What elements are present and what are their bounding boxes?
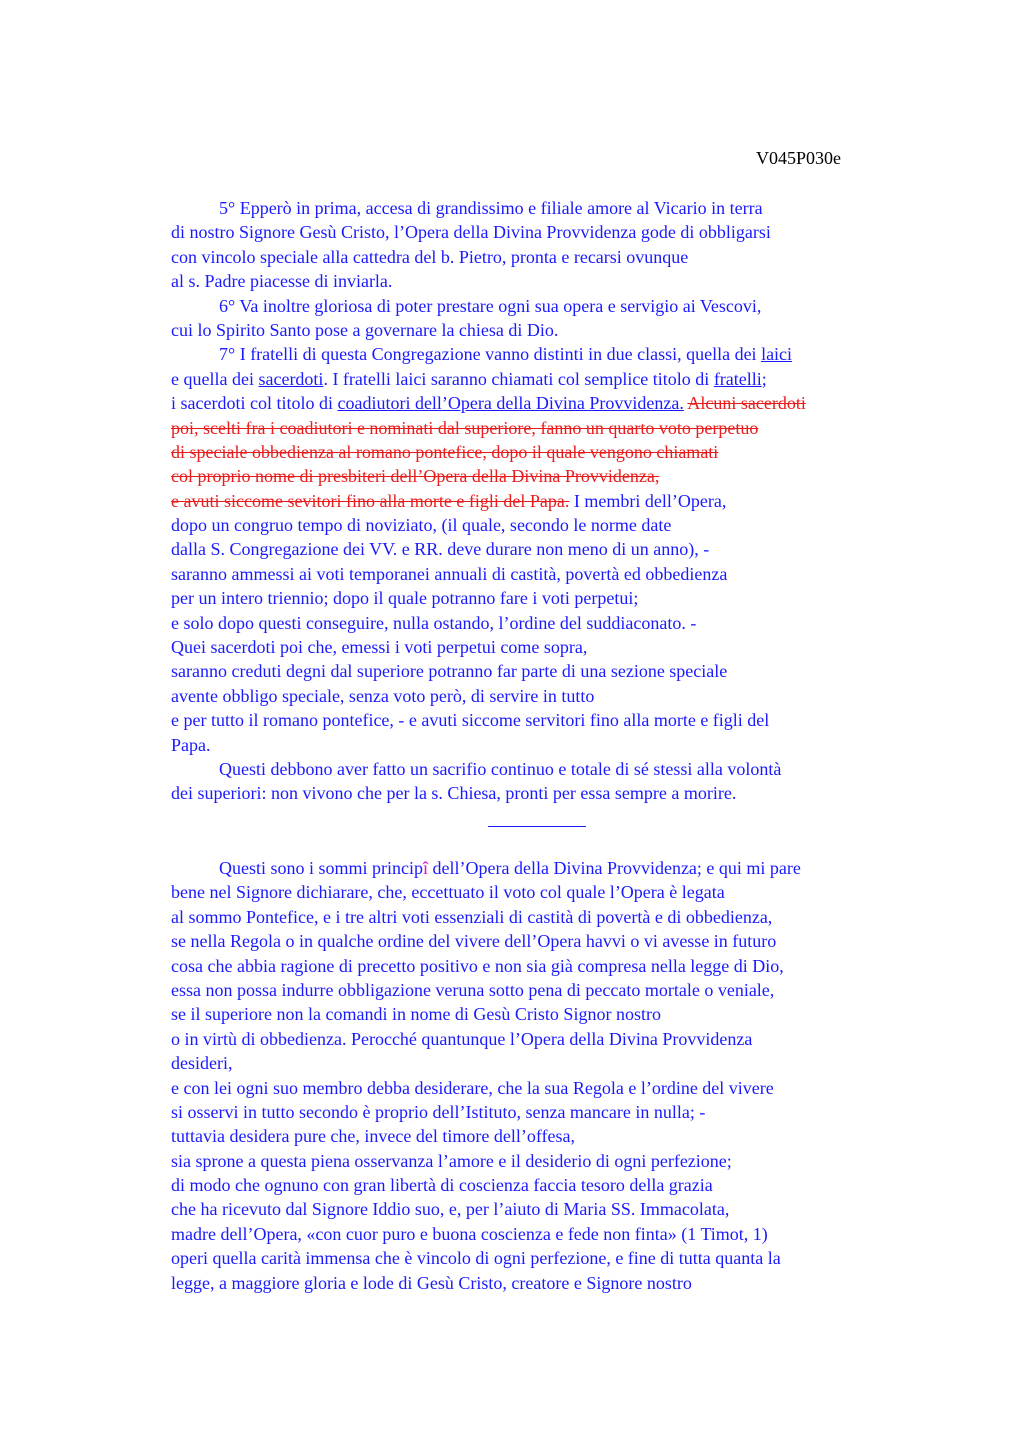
text-run: ; (761, 368, 767, 389)
text-line: dei superiori: non vivono che per la s. Chiesa, pronti per essa sempre a morire. (171, 783, 737, 804)
text-line: tuttavia desidera pure che, invece del timore dell’offesa, (171, 1126, 575, 1147)
text-run: I membri dell’Opera, (569, 490, 727, 511)
text-line: si osservi in tutto secondo è proprio dell’Istituto, senza mancare in nulla; - (171, 1101, 706, 1122)
text-line: dopo un congruo tempo di noviziato, (il quale, secondo le norme date (171, 515, 672, 536)
text-line: cui lo Spirito Santo pose a governare la chiesa di Dio. (171, 319, 559, 340)
section-rules (171, 196, 911, 806)
deleted-text-line: di speciale obbedienza al romano pontefice, dopo il quale vengono chiamati (171, 441, 719, 462)
deleted-text: e avuti siccome sevitori fino alla morte e figli del Papa. (171, 490, 570, 511)
text-run: i sacerdoti col titolo di (171, 393, 338, 414)
text-line: e per tutto il romano pontefice, - e avuti siccome servitori fino alla morte e figli del (171, 710, 770, 731)
text-line: e solo dopo questi conseguire, nulla ostando, l’ordine del suddiaconato. - (171, 612, 697, 633)
text-line (171, 856, 911, 880)
text-line: essa non possa indurre obbligazione veruna sotto pena di peccato mortale o veniale, (171, 979, 775, 1000)
text-line: di nostro Signore Gesù Cristo, l’Opera della Divina Provvidenza gode di obbligarsi (171, 222, 771, 243)
text-line: Papa. (171, 734, 211, 755)
text-line: che ha ricevuto dal Signore Iddio suo, e, per l’aiuto di Maria SS. Immacolata, (171, 1199, 730, 1220)
text-line: operi quella carità immensa che è vincolo di ogni perfezione, e fine di tutta quanta la (171, 1248, 781, 1269)
section-principles (171, 856, 911, 1295)
text-line: di modo che ognuno con gran libertà di coscienza faccia tesoro della grazia (171, 1175, 713, 1196)
text-line: cosa che abbia ragione di precetto positivo e non sia già compresa nella legge di Dio, (171, 955, 784, 976)
text-run: Questi sono i sommi princip (219, 858, 423, 878)
deleted-text: Alcuni sacerdoti (687, 393, 806, 414)
text-line: al s. Padre piacesse di inviarla. (171, 271, 393, 292)
underlined-term: fratelli (713, 368, 762, 389)
text-line: bene nel Signore dichiarare, che, eccettuato il voto col quale l’Opera è legata (171, 882, 725, 903)
text-line: Questi debbono aver fatto un sacrifio continuo e totale di sé stessi alla volontà (219, 758, 782, 779)
text-run: 7° I fratelli di questa Congregazione vanno distinti in due classi, quella dei (219, 344, 762, 365)
underlined-term: laici (761, 344, 793, 365)
text-run: . I fratelli laici saranno chiamati col semplice titolo di (323, 368, 714, 389)
deleted-text-line: col proprio nome di presbiteri dell’Opera della Divina Provvidenza, (171, 466, 660, 487)
text-line: se nella Regola o in qualche ordine del vivere dell’Opera havvi o vi avesse in futuro (171, 931, 777, 952)
text-line: al sommo Pontefice, e i tre altri voti essenziali di castità di povertà e di obbedienza, (171, 906, 773, 927)
text-line: avente obbligo speciale, senza voto però, di servire in tutto (171, 685, 595, 706)
text-line (171, 391, 911, 415)
text-line: saranno creduti degni dal superiore potranno far parte di una sezione speciale (171, 661, 728, 682)
text-line: sia sprone a questa piena osservanza l’amore e il desiderio di ogni perfezione; (171, 1150, 732, 1171)
text-line: desideri, (171, 1053, 233, 1074)
text-line: o in virtù di obbedienza. Perocché quantunque l’Opera della Divina Provvidenza (171, 1028, 753, 1049)
text-run: dell’Opera della Divina Provvidenza; e qui mi pare (428, 858, 801, 878)
text-line: saranno ammessi ai voti temporanei annuali di castità, povertà ed obbedienza (171, 563, 728, 584)
text-line: 6° Va inoltre gloriosa di poter prestare ogni sua opera e servigio ai Vescovi, (219, 295, 762, 316)
text-line: se il superiore non la comandi in nome di Gesù Cristo Signor nostro (171, 1004, 661, 1025)
underlined-term: coadiutori dell’Opera della Divina Provvidenza. (337, 393, 684, 414)
text-line (171, 367, 911, 391)
underlined-term: sacerdoti (258, 368, 324, 389)
text-line: e con lei ogni suo membro debba desiderare, che la sua Regola e l’ordine del vivere (171, 1077, 774, 1098)
text-line: dalla S. Congregazione dei VV. e RR. deve durare non meno di un anno), - (171, 539, 710, 560)
text-line: madre dell’Opera, «con cuor puro e buona coscienza e fede non finta» (1 Timot, 1) (171, 1223, 768, 1244)
text-line: 5° Epperò in prima, accesa di grandissimo e filiale amore al Vicario in terra (219, 198, 763, 218)
text-line: legge, a maggiore gloria e lode di Gesù Cristo, creatore e Signore nostro (171, 1272, 692, 1293)
text-line (171, 342, 911, 366)
text-line: per un intero triennio; dopo il quale potranno fare i voti perpetui; (171, 588, 639, 609)
highlighted-char: î (423, 858, 429, 878)
section-separator (488, 826, 586, 827)
text-line (171, 489, 911, 513)
deleted-text-line: poi, scelti fra i coadiutori e nominati dal superiore, fanno un quarto voto perpetuo (171, 417, 759, 438)
text-line: Quei sacerdoti poi che, emessi i voti perpetui come sopra, (171, 637, 588, 658)
page-code: V045P030e (756, 148, 841, 168)
text-run: e quella dei (171, 368, 259, 389)
text-line: con vincolo speciale alla cattedra del b. Pietro, pronta e recarsi ovunque (171, 246, 689, 267)
